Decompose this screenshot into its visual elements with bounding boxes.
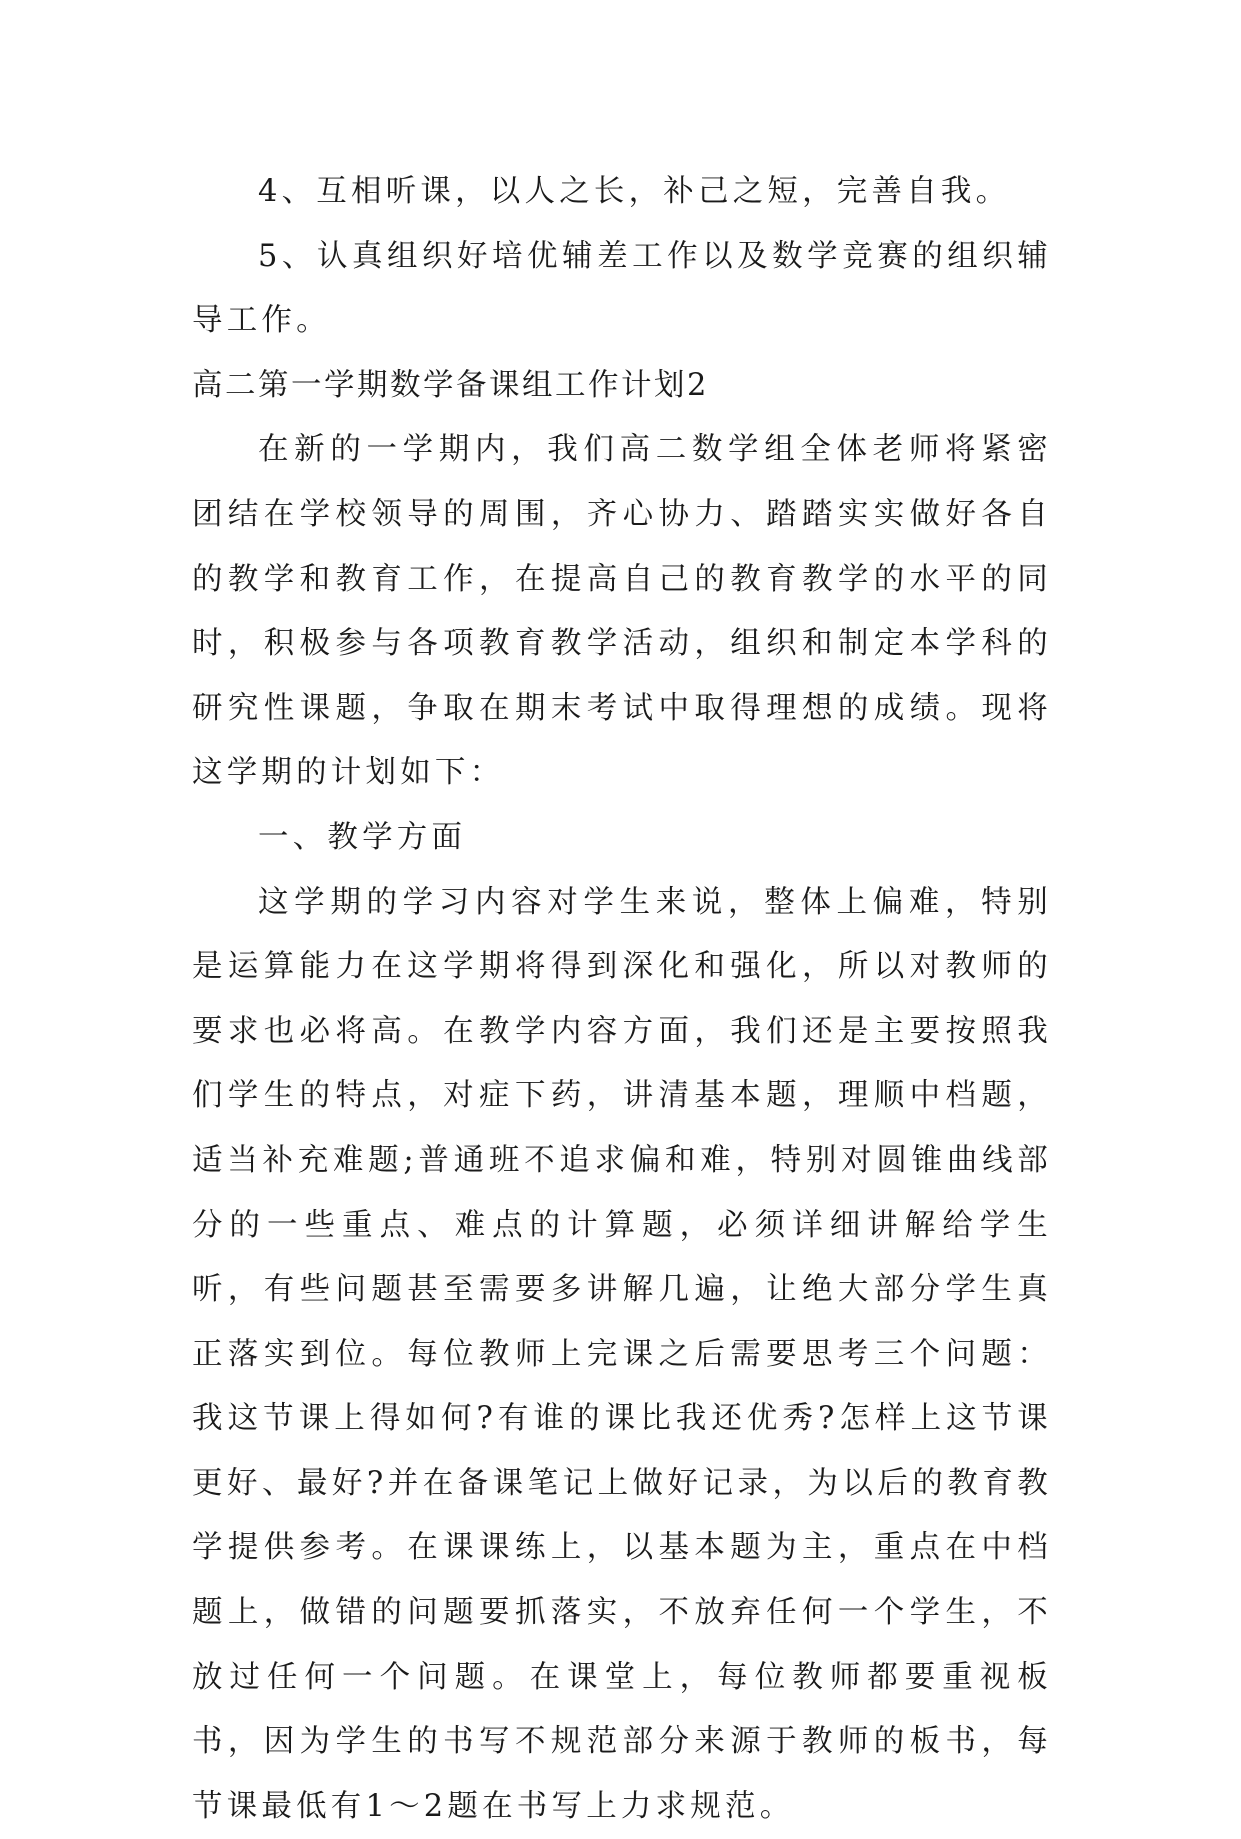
list-item-4: 4、互相听课，以人之长，补己之短，完善自我。 (258, 174, 1011, 209)
document-body (192, 160, 1052, 1839)
section-title: 高二第一学期数学备课组工作计划2 (192, 367, 709, 403)
list-item-5: 5、认真组织好培优辅差工作以及数学竞赛的组织辅导工作。 (192, 238, 1052, 339)
intro-paragraph: 在新的一学期内，我们高二数学组全体老师将紧密团结在学校领导的周围，齐心协力、踏踏实实做好各自的教学和教育工作，在提高自己的教育教学的水平的同时，积极参与各项教育教学活动，组织和制定本学科的研究性课题，争取在期末考试中取得理想的成绩。现将这学期的计划如下： (192, 432, 1052, 791)
subsection-heading: 一、教学方面 (258, 819, 467, 855)
body-paragraph: 这学期的学习内容对学生来说，整体上偏难，特别是运算能力在这学期将得到深化和强化，所以对教师的要求也必将高。在教学内容方面，我们还是主要按照我们学生的特点，对症下药，讲清基本题，理顺中档题，适当补充难题;普通班不追求偏和难，特别对圆锥曲线部分的一些重点、难点的计算题，必须详细讲解给学生听，有些问题甚至需要多讲解几遍，让绝大部分学生真正落实到位。每位教师上完课之后需要思考三个问题：我这节课上得如何?有谁的课比我还优秀?怎样上这节课更好、最好?并在备课笔记上做好记录，为以后的教育教学提供参考。在课课练上，以基本题为主，重点在中档题上，做错的问题要抓落实，不放弃任何一个学生，不放过任何一个问题。在课堂上，每位教师都要重视板书，因为学生的书写不规范部分来源于教师的板书，每节课最低有1～2题在书写上力求规范。 (192, 884, 1052, 1824)
